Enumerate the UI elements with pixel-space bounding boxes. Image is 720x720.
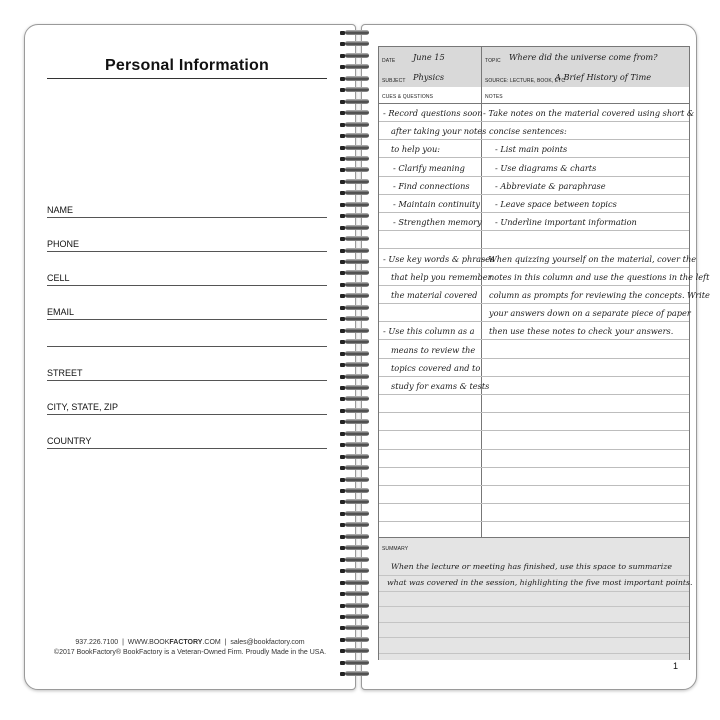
spiral-coil [343, 477, 371, 483]
spiral-coil [343, 431, 371, 437]
spiral-coil [343, 293, 371, 299]
topic-value[interactable]: Where did the universe come from? [509, 52, 658, 62]
spiral-coil [343, 362, 371, 368]
spiral-coil [343, 282, 371, 288]
note-line: concise sentences: [489, 126, 567, 137]
spiral-coil [343, 580, 371, 586]
ruled-line [379, 121, 689, 122]
ruled-line [379, 394, 689, 395]
source-value[interactable]: A Brief History of Time [555, 72, 652, 82]
footer-contact [25, 639, 355, 646]
spiral-coil [343, 179, 371, 185]
spiral-coil [343, 99, 371, 105]
ruled-line [379, 449, 689, 450]
city-state-zip-label: CITY, STATE, ZIP [47, 402, 119, 412]
spiral-coil [343, 408, 371, 414]
date-label: DATE [382, 58, 396, 64]
summary-ruled-line [379, 622, 689, 623]
note-line: notes in this column and use the questions in the left [489, 271, 710, 282]
summary-box [379, 537, 689, 660]
spiral-coil [343, 122, 371, 128]
spiral-coil [343, 87, 371, 93]
spiral-coil [343, 145, 371, 151]
summary-label: SUMMARY [382, 546, 409, 552]
name-label: NAME [47, 205, 74, 215]
street-field[interactable] [47, 366, 327, 381]
column-divider [481, 87, 482, 537]
spiral-coil [343, 522, 371, 528]
ruled-line [379, 376, 689, 377]
spiral-coil [343, 213, 371, 219]
spiral-coil [343, 454, 371, 460]
source-label: SOURCE: LECTURE, BOOK, ETC [485, 78, 566, 84]
spiral-coil [343, 351, 371, 357]
spiral-coil [343, 76, 371, 82]
cue-line: the material covered [391, 290, 478, 300]
spiral-coil [343, 419, 371, 425]
spiral-coil [343, 374, 371, 380]
note-line: - When quizzing yourself on the material, cover the [483, 253, 697, 264]
spiral-coil [343, 648, 371, 654]
cue-line: that help you remember [391, 271, 492, 282]
name-field[interactable] [47, 203, 327, 218]
note-line: - Abbreviate & paraphrase [495, 180, 606, 191]
spiral-coil [343, 499, 371, 505]
spiral-coil [343, 110, 371, 116]
spiral-coil [343, 660, 371, 666]
note-line: - Use diagrams & charts [495, 162, 597, 173]
spiral-coil [343, 270, 371, 276]
spiral-coil [343, 236, 371, 242]
spiral-coil [343, 316, 371, 322]
spiral-coil [343, 614, 371, 620]
footer-copyright: ©2017 BookFactory® BookFactory is a Veteran-Owned Firm. Proudly Made in the USA. [53, 649, 327, 656]
spiral-coil [343, 465, 371, 471]
ruled-line [379, 157, 689, 158]
ruled-line [379, 339, 689, 340]
spiral-coil [343, 156, 371, 162]
spiral-coil [343, 248, 371, 254]
title-underline [47, 78, 327, 79]
footer-phone: 937.226.7100 [75, 639, 119, 646]
cornell-notes-form [378, 46, 710, 660]
ruled-line [379, 430, 689, 431]
street-label: STREET [47, 368, 83, 378]
cue-line: to help you: [391, 144, 440, 155]
spiral-coil [343, 625, 371, 631]
note-line: your answers down on a separate piece of paper [489, 308, 691, 319]
spiral-binding [343, 30, 373, 684]
cue-line: - Record questions soon [383, 108, 483, 118]
summary-ruled-line [379, 575, 689, 576]
spiral-coil [343, 396, 371, 402]
spiral-coil [343, 225, 371, 231]
cue-line: - Clarify meaning [393, 162, 465, 173]
summary-ruled-line [379, 637, 689, 638]
ruled-line [379, 267, 689, 268]
cue-line: means to review the [391, 344, 476, 355]
ruled-line [379, 230, 689, 231]
cue-line: topics covered and to [391, 362, 481, 373]
ruled-line [379, 176, 689, 177]
footer-web-suffix: .COM [202, 639, 221, 646]
footer-web-bold: FACTORY [169, 639, 203, 646]
footer-separator-2: | [224, 639, 227, 646]
topic-label: TOPIC [485, 58, 501, 64]
summary-ruled-line [379, 591, 689, 592]
spiral-coil [343, 511, 371, 517]
page-title: Personal Information [104, 57, 270, 74]
footer-separator: | [122, 639, 124, 646]
spiral-coil [343, 202, 371, 208]
footer-email[interactable]: sales@bookfactory.com [230, 639, 305, 646]
ruled-line [379, 303, 689, 304]
ruled-line [379, 285, 689, 286]
note-line: - List main points [495, 144, 568, 155]
notes-label: NOTES [485, 94, 503, 100]
spiral-coil [343, 167, 371, 173]
spiral-coil [343, 30, 371, 36]
ruled-line [379, 321, 689, 322]
ruled-line [379, 139, 689, 140]
email-field[interactable] [47, 305, 327, 320]
cue-line: - Maintain continuity [393, 199, 480, 209]
cue-line: - Find connections [393, 180, 470, 191]
spiral-coil [343, 557, 371, 563]
date-value[interactable]: June 15 [413, 52, 445, 62]
footer-web-prefix: WWW.BOOK [127, 639, 170, 646]
summary-line: what was covered in the session, highlighting the five most important points. [387, 577, 693, 587]
spiral-coil [343, 385, 371, 391]
ruled-line [379, 503, 689, 504]
spiral-coil [343, 568, 371, 574]
cell-label: CELL [47, 273, 70, 283]
note-line: - Underline important information [495, 217, 637, 228]
spiral-coil [343, 591, 371, 597]
ruled-line [379, 194, 689, 195]
email-extra-line[interactable] [47, 332, 327, 347]
spiral-coil [343, 671, 371, 677]
note-line: then use these notes to check your answers. [489, 326, 674, 337]
phone-label: PHONE [47, 239, 80, 249]
subject-value[interactable]: Physics [413, 72, 445, 82]
cell-field[interactable] [47, 271, 327, 286]
left-page [24, 24, 356, 690]
country-field[interactable] [47, 434, 327, 449]
ruled-line [379, 358, 689, 359]
spiral-coil [343, 41, 371, 47]
country-label: COUNTRY [47, 436, 92, 446]
spiral-coil [343, 637, 371, 643]
summary-ruled-line [379, 653, 689, 654]
cues-label: CUES & QUESTIONS [382, 94, 434, 100]
phone-field[interactable] [47, 237, 327, 252]
subject-label: SUBJECT [382, 78, 406, 84]
cue-line: - Use key words & phrases [383, 253, 495, 264]
header-divider [481, 47, 482, 87]
spiral-coil [343, 190, 371, 196]
spiral-coil [343, 534, 371, 540]
ruled-line [379, 248, 689, 249]
cue-line: study for exams & tests [391, 381, 490, 391]
ruled-line [379, 521, 689, 522]
spiral-coil [343, 328, 371, 334]
cue-line: - Use this column as a [383, 326, 475, 337]
cue-line: after taking your notes [391, 126, 487, 137]
footer-website[interactable] [128, 639, 221, 646]
ruled-line [379, 467, 689, 468]
note-line: - Take notes on the material covered using short & [483, 108, 695, 118]
spiral-coil [343, 53, 371, 59]
spiral-coil [343, 488, 371, 494]
summary-ruled-line [379, 606, 689, 607]
spiral-coil [343, 259, 371, 265]
spiral-coil [343, 545, 371, 551]
spiral-coil [343, 339, 371, 345]
ruled-line [379, 485, 689, 486]
ruled-line [379, 212, 689, 213]
page-number: 1 [672, 661, 678, 671]
spiral-coil [343, 442, 371, 448]
spiral-coil [343, 305, 371, 311]
summary-line: When the lecture or meeting has finished, use this space to summarize [391, 562, 672, 571]
note-line: column as prompts for reviewing the concepts. Write [489, 290, 710, 300]
ruled-line [379, 412, 689, 413]
cue-line: - Strengthen memory [393, 217, 482, 228]
email-label: EMAIL [47, 307, 75, 317]
spiral-coil [343, 133, 371, 139]
city-state-zip-field[interactable] [47, 400, 327, 415]
spiral-coil [343, 603, 371, 609]
note-line: - Leave space between topics [495, 199, 617, 209]
spiral-coil [343, 64, 371, 70]
